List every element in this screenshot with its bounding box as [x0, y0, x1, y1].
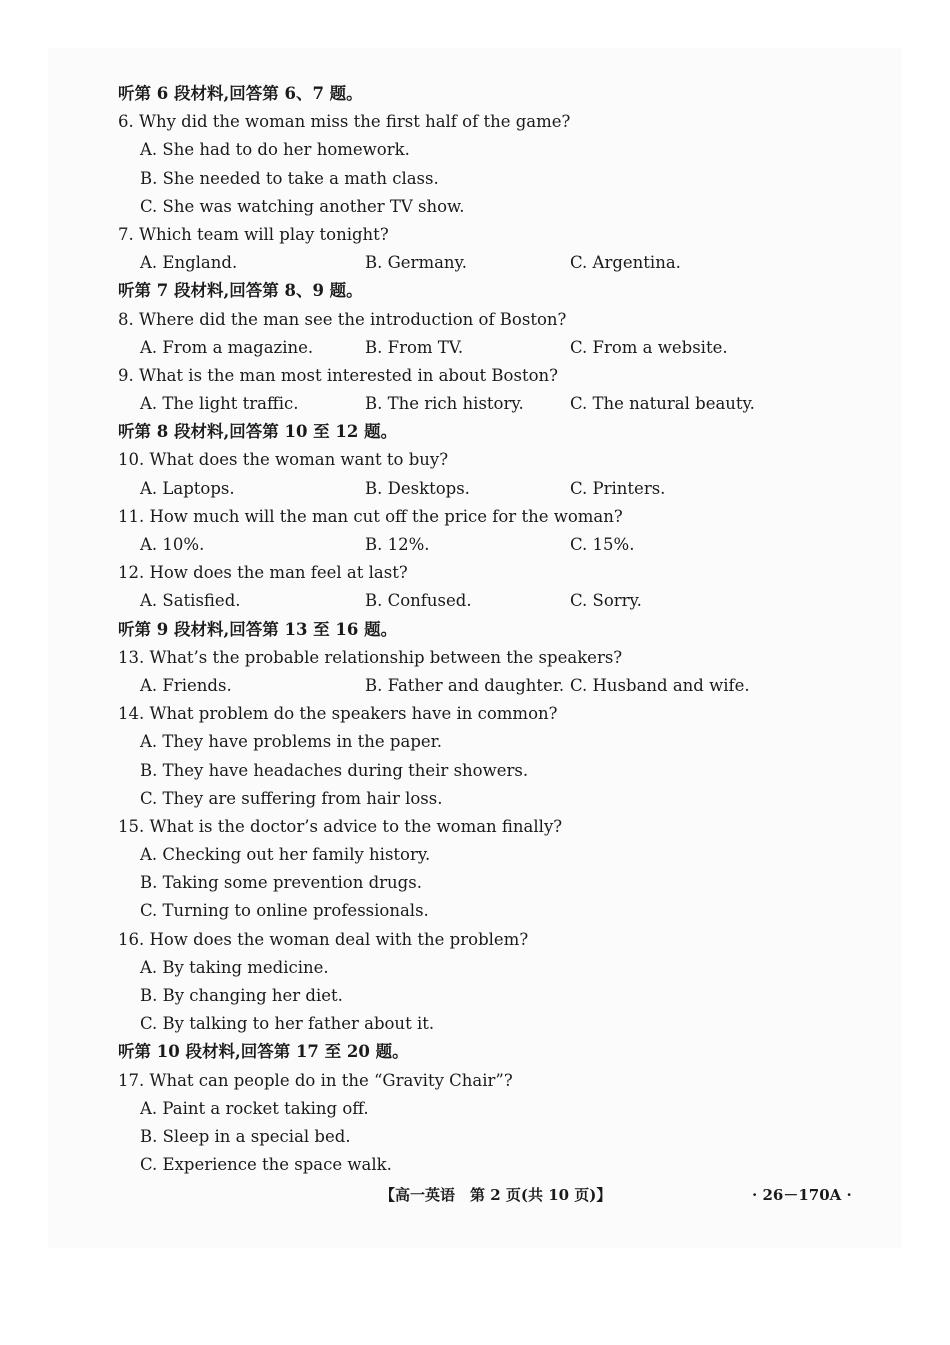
answer-option: B. Sleep in a special bed. [140, 1126, 351, 1146]
answer-option: C. From a website. [570, 337, 728, 357]
answer-option: A. Friends. [140, 675, 232, 695]
answer-option: C. Husband and wife. [570, 675, 750, 695]
question-stem: 7. Which team will play tonight? [118, 224, 389, 244]
answer-option: C. 15%. [570, 535, 635, 554]
answer-option: B. By changing her diet. [140, 986, 343, 1005]
answer-option: B. They have headaches during their showers. [140, 760, 529, 780]
answer-option: C. The natural beauty. [570, 394, 755, 414]
section-header: 听第 8 段材料,回答第 10 至 12 题。 [118, 422, 398, 442]
question-stem: 14. What problem do the speakers have in common? [118, 704, 558, 724]
question-stem: 15. What is the doctor’s advice to the woman finally? [118, 816, 563, 836]
answer-option: B. Desktops. [365, 478, 470, 498]
answer-option: A. From a magazine. [140, 337, 314, 357]
option-row [118, 475, 838, 503]
answer-option: A. They have problems in the paper. [140, 732, 442, 752]
option-row [118, 390, 838, 418]
question-stem: 17. What can people do in the “Gravity Chair”? [118, 1070, 513, 1090]
question-stem: 6. Why did the woman miss the first half of the game? [118, 112, 571, 132]
page-number-label: 【高一英语 第 2 页(共 10 页)】 [380, 1186, 612, 1204]
answer-option: B. From TV. [365, 337, 464, 357]
answer-option: B. Father and daughter. [365, 675, 565, 695]
question-stem: 11. How much will the man cut off the price for the woman? [118, 506, 623, 526]
question-stem: 10. What does the woman want to buy? [118, 450, 449, 470]
answer-option: B. 12%. [365, 535, 430, 554]
question-stem: 9. What is the man most interested in about Boston? [118, 365, 558, 385]
option-row [118, 334, 838, 362]
answer-option: B. Taking some prevention drugs. [140, 873, 422, 893]
answer-option: A. She had to do her homework. [140, 140, 410, 160]
answer-option: A. Checking out her family history. [140, 845, 431, 865]
answer-option: C. By talking to her father about it. [140, 1014, 435, 1034]
answer-option: B. Germany. [365, 253, 467, 273]
answer-option: A. Laptops. [140, 478, 235, 498]
answer-option: A. Satisfied. [140, 591, 241, 611]
page-footer [0, 1184, 950, 1208]
answer-option: C. Turning to online professionals. [140, 901, 429, 921]
section-header: 听第 10 段材料,回答第 17 至 20 题。 [118, 1042, 409, 1062]
option-row [118, 249, 838, 277]
answer-option: C. Sorry. [570, 591, 642, 611]
answer-option: B. The rich history. [365, 394, 524, 414]
section-header: 听第 6 段材料,回答第 6、7 题。 [118, 84, 363, 103]
answer-option: A. By taking medicine. [140, 957, 329, 977]
section-header: 听第 9 段材料,回答第 13 至 16 题。 [118, 619, 398, 639]
answer-option: A. England. [140, 253, 238, 273]
answer-option: C. Experience the space walk. [140, 1155, 392, 1175]
question-stem: 16. How does the woman deal with the problem? [118, 929, 529, 949]
answer-option: C. They are suffering from hair loss. [140, 788, 443, 808]
question-list [118, 80, 838, 1179]
answer-option: B. She needed to take a math class. [140, 168, 439, 188]
answer-option: A. 10%. [140, 535, 205, 554]
option-row [118, 672, 838, 700]
answer-option: C. She was watching another TV show. [140, 196, 465, 216]
question-stem: 12. How does the man feel at last? [118, 563, 408, 583]
question-stem: 8. Where did the man see the introduction of Boston? [118, 309, 567, 329]
answer-option: C. Printers. [570, 478, 666, 498]
option-row [118, 531, 838, 559]
exam-code: · 26－170A · [752, 1186, 852, 1204]
option-row [118, 587, 838, 615]
answer-option: C. Argentina. [570, 253, 681, 273]
answer-option: A. The light traffic. [140, 394, 299, 414]
section-header: 听第 7 段材料,回答第 8、9 题。 [118, 281, 363, 301]
answer-option: A. Paint a rocket taking off. [140, 1098, 369, 1118]
question-stem: 13. What’s the probable relationship between the speakers? [118, 647, 623, 667]
answer-option: B. Confused. [365, 591, 472, 611]
